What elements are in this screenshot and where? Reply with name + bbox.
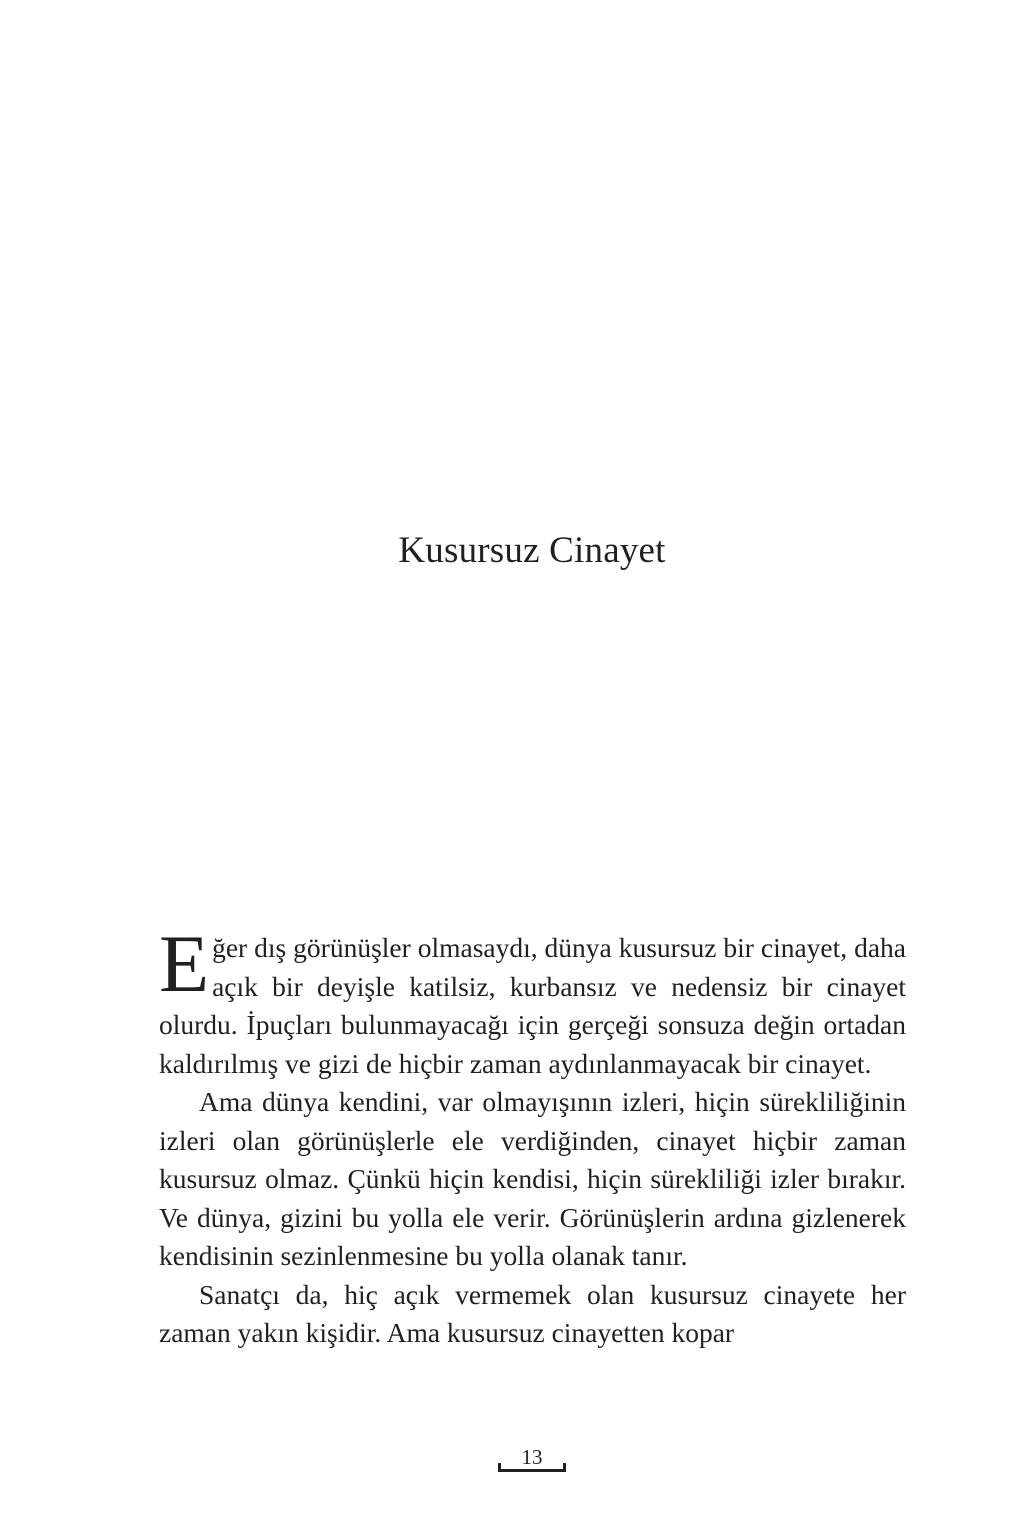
drop-cap: E [159,918,210,1009]
page-number: 13 [521,1445,543,1469]
page-number-block [498,1442,566,1472]
page-number-rule [498,1469,566,1472]
paragraph-1 [159,918,906,1083]
paragraph-1-text: ğer dış görünüşler olmasaydı, dünya kusursuz bir cinayet, daha açık bir deyişle katilsiz, kurbansız ve nedensiz bir cinayet olurdu. İpuçları bulunmayacağı için gerçeği sonsuza değin ortadan kaldırılmış ve gizi de hiçbir zaman aydınlanmayacak bir cinayet. [159,932,906,1079]
page-number-rule-left-tick [498,1463,501,1472]
body-text [159,918,906,1353]
chapter-title: Kusursuz Cinayet [398,530,666,571]
page-number-rule-right-tick [563,1463,566,1472]
paragraph-2: Ama dünya kendini, var olmayışının izleri, hiçin sürekliliğinin izleri olan görünüşlerle ele verdiğinden, cinayet hiçbir zaman kusursuz olmaz. Çünkü hiçin kendisi, hiçin sürekliliği izler bırakır. Ve dünya, gizini bu yolla ele verir. Görünüşlerin ardına gizlenerek kendisinin sezinlenmesine bu yolla olanak tanır. [159,1086,906,1271]
paragraph-3: Sanatçı da, hiç açık vermemek olan kusursuz cinayete her zaman yakın kişidir. Ama kusursuz cinayetten kopar [159,1278,906,1348]
